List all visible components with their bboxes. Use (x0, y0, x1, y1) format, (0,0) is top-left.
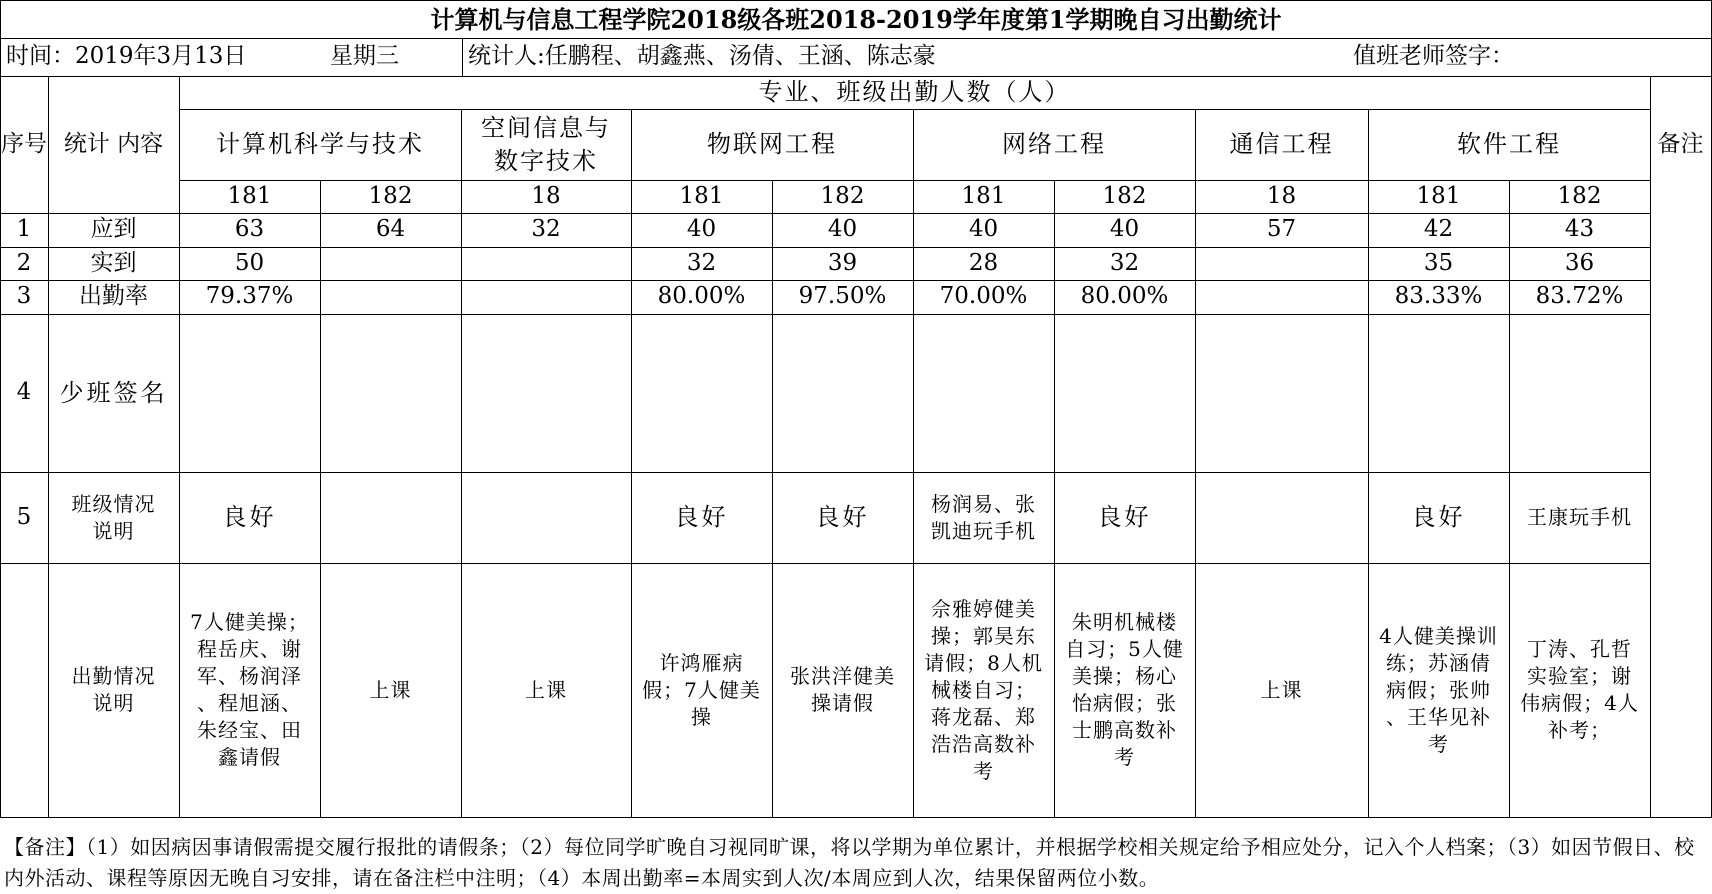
major-header: 空间信息与 数字技术 (481, 114, 611, 175)
row-seq: 5 (16, 503, 32, 530)
class-header: 181 (961, 182, 1006, 209)
data-cell: 50 (234, 249, 265, 276)
data-cell: 32 (686, 249, 717, 276)
major-header: 物联网工程 (707, 130, 837, 159)
data-cell: 40 (968, 216, 999, 243)
class-header: 181 (1416, 182, 1461, 209)
data-cell: 83.33% (1394, 283, 1483, 310)
class-header: 181 (227, 182, 272, 209)
grid-line (0, 38, 1712, 39)
data-cell: 32 (1109, 249, 1140, 276)
data-cell: 良好 (674, 503, 729, 532)
class-header: 182 (1557, 182, 1602, 209)
data-cell (1054, 314, 1195, 472)
row-label: 少班签名 (59, 378, 168, 407)
data-cell (320, 247, 461, 280)
class-header: 18 (1266, 182, 1297, 209)
data-cell: 79.37% (205, 283, 294, 310)
header-seq: 序号 (1, 130, 47, 157)
data-cell (320, 472, 461, 563)
data-cell: 杨润易、张 凯迪玩手机 (931, 491, 1036, 543)
data-cell: 良好 (1097, 503, 1152, 532)
class-header: 182 (820, 182, 865, 209)
data-cell: 64 (375, 216, 406, 243)
data-cell (461, 247, 631, 280)
data-cell: 83.72% (1535, 283, 1624, 310)
data-cell: 良好 (815, 503, 870, 532)
data-cell (320, 280, 461, 314)
meta-weekday: 星期三 (330, 43, 399, 70)
data-cell: 57 (1266, 216, 1297, 243)
data-cell: 张洪洋健美 操请假 (790, 664, 895, 715)
data-cell (179, 314, 320, 472)
row-seq: 3 (16, 283, 32, 310)
data-cell: 32 (531, 216, 561, 243)
data-cell: 36 (1564, 249, 1595, 276)
data-cell (1368, 314, 1509, 472)
data-cell: 佘雅婷健美 操；郭昊东 请假；8人机 械楼自习； 蒋龙磊、郑 浩浩高数补 考 (924, 596, 1043, 783)
data-cell (320, 314, 461, 472)
header-remark: 备注 (1657, 130, 1704, 157)
row-label: 出勤情况 说明 (71, 664, 156, 715)
data-cell: 上课 (525, 677, 567, 702)
major-header: 软件工程 (1457, 130, 1561, 159)
row-label: 班级情况 说明 (71, 491, 156, 543)
data-cell: 80.00% (657, 283, 746, 310)
class-header: 182 (1102, 182, 1147, 209)
data-cell: 97.50% (798, 283, 887, 310)
data-cell: 上课 (369, 677, 412, 702)
data-cell: 40 (827, 216, 858, 243)
data-cell (1509, 314, 1650, 472)
grid-line (0, 817, 1712, 818)
data-cell: 40 (1109, 216, 1140, 243)
data-cell: 良好 (222, 503, 277, 532)
data-cell: 63 (234, 216, 265, 243)
data-cell: 80.00% (1080, 283, 1169, 310)
data-cell: 42 (1423, 216, 1454, 243)
data-cell: 70.00% (939, 283, 1028, 310)
data-cell (461, 280, 631, 314)
data-cell: 39 (827, 249, 858, 276)
data-cell (913, 314, 1054, 472)
data-cell: 许鸿雁病 假；7人健美 操 (642, 650, 761, 729)
data-cell (1195, 472, 1368, 563)
data-cell (1195, 247, 1368, 280)
data-cell: 28 (968, 249, 999, 276)
data-cell: 35 (1423, 249, 1454, 276)
row-seq: 2 (16, 249, 32, 276)
data-cell (461, 472, 631, 563)
row-seq: 4 (16, 379, 32, 406)
grid-line (462, 38, 463, 76)
major-header: 计算机科学与技术 (216, 130, 424, 159)
row-seq (0, 563, 48, 817)
meta-teacher-sign: 值班老师签字： (1353, 43, 1514, 70)
major-header: 网络工程 (1002, 130, 1106, 159)
data-cell: 40 (686, 216, 717, 243)
data-cell (1195, 280, 1368, 314)
class-header: 18 (531, 182, 561, 209)
row-seq: 1 (16, 216, 32, 243)
meta-time: 时间：2019年3月13日 (6, 43, 247, 70)
data-cell (631, 314, 772, 472)
meta-stat-people: 统计人:任鹏程、胡鑫燕、汤倩、王涵、陈志豪 (468, 43, 936, 70)
major-header: 通信工程 (1229, 130, 1334, 159)
data-cell: 4人健美操训 练；苏涵倩 病假；张帅 、王华见补 考 (1379, 623, 1498, 756)
data-cell: 良好 (1411, 503, 1466, 532)
header-content: 统计 内容 (63, 130, 164, 157)
data-cell: 7人健美操； 程岳庆、谢 军、杨润泽 、程旭涵、 朱经宝、田 鑫请假 (190, 610, 309, 769)
data-cell (772, 314, 913, 472)
header-group: 专业、班级出勤人数（人） (758, 78, 1071, 107)
data-cell: 朱明机械楼 自习；5人健 美操；杨心 怡病假；张 士鹏高数补 考 (1065, 610, 1184, 769)
row-label: 实到 (90, 249, 137, 276)
data-cell (461, 314, 631, 472)
class-header: 182 (368, 182, 413, 209)
class-header: 181 (679, 182, 724, 209)
data-cell: 上课 (1260, 677, 1303, 702)
footnote: 【备注】（1）如因病因事请假需提交履行报批的请假条；（2）每位同学旷晚自习视同旷课，将以学期为单位累计，并根据学校相关规定给予相应处分，记入个人档案；（3）如因节假日、校内外活动、课程等原因无晚自习安排，请在备注栏中注明；（4）本周出勤率=本周实到人次/本周应到人次，结果保留两位小数。 (4, 835, 1695, 890)
grid-line (0, 0, 1712, 1)
data-cell: 王康玩手机 (1527, 505, 1632, 529)
row-label: 出勤率 (79, 283, 148, 310)
data-cell: 丁涛、孔哲 实验室；谢 伟病假；4人 补考； (1520, 637, 1639, 742)
sheet-title: 计算机与信息工程学院2018级各班2018-2019学年度第1学期晚自习出勤统计 (430, 4, 1282, 34)
row-label: 应到 (90, 216, 137, 243)
data-cell: 43 (1564, 216, 1595, 243)
data-cell (1195, 314, 1368, 472)
